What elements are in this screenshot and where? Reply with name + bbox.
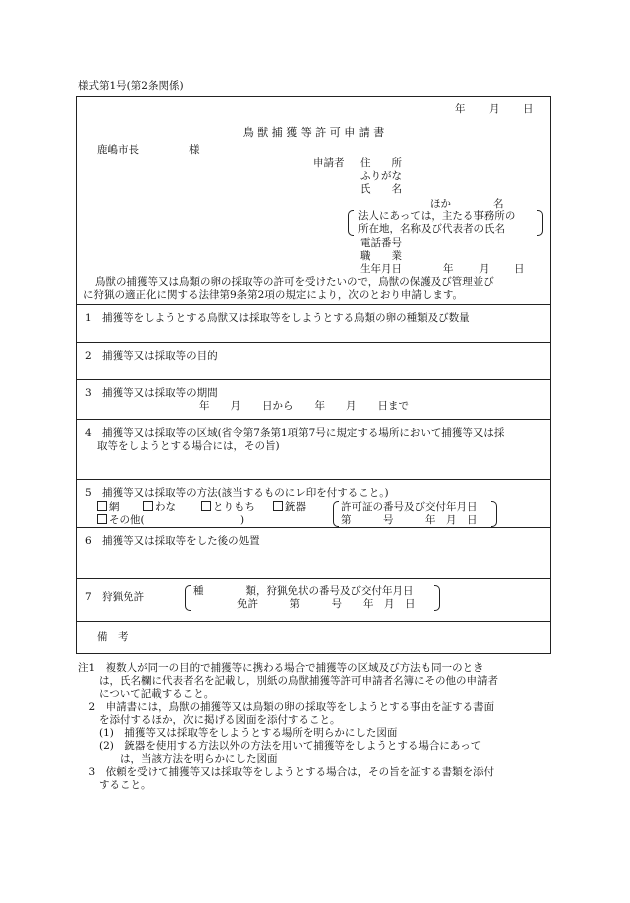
note-line: は，当該方法を明らかにした図面 xyxy=(78,753,278,765)
section-disposal-label: 6 捕獲等又は採取等をした後の処置 xyxy=(85,535,260,547)
method-other-close: ) xyxy=(240,514,245,526)
section-purpose-label: 2 捕獲等又は採取等の目的 xyxy=(85,350,218,362)
method-option-birdlime[interactable]: とりもち xyxy=(201,501,255,514)
method-option-other[interactable]: その他( xyxy=(97,514,145,527)
form-title: 鳥 獣 捕 獲 等 許 可 申 請 書 xyxy=(242,126,385,139)
section-period xyxy=(77,379,550,420)
date-year: 年 xyxy=(455,103,466,115)
date-month: 月 xyxy=(489,103,500,115)
applicant-furigana-label: ふりがな xyxy=(360,170,402,182)
applicant-birth-label: 生年月日 xyxy=(360,263,402,275)
addressee-honorific: 様 xyxy=(189,144,200,156)
statement-line-1: 鳥獣の捕獲等又は鳥類の卵の採取等の許可を受けたいので，鳥獣の保護及び管理並び xyxy=(95,276,494,288)
license-left-bracket xyxy=(185,585,191,611)
section-method xyxy=(77,479,550,528)
section-species-label: 1 捕獲等をしようとする鳥獣又は採取等をしようとする鳥類の卵の種類及び数量 xyxy=(85,312,470,324)
checkbox-trap[interactable] xyxy=(143,501,153,511)
checkbox-net[interactable] xyxy=(97,501,107,511)
birth-year: 年 xyxy=(443,263,454,275)
note-line: は，氏名欄に代表者名を記載し，別紙の鳥獣捕獲等許可申請者名簿にその他の申請者 xyxy=(78,675,498,687)
method-option-net[interactable]: 網 xyxy=(97,501,120,514)
applicant-address-label: 住 所 xyxy=(360,157,402,169)
note-line: 3 依頼を受けて捕獲等又は採取等をしようとする場合は，その旨を証する書類を添付 xyxy=(78,766,495,778)
section-license-label: 7 狩猟免許 xyxy=(85,591,145,603)
permit-number-label: 許可証の番号及び交付年月日 xyxy=(341,501,478,513)
applicant-label: 申請者 xyxy=(313,157,345,169)
checkbox-other[interactable] xyxy=(97,514,107,524)
section-purpose xyxy=(77,342,550,380)
section-area-label-2: 取等をしようとする場合には，その旨) xyxy=(97,440,280,452)
checkbox-birdlime[interactable] xyxy=(201,501,211,511)
note-line: を添付するほか，次に掲げる図面を添付すること。 xyxy=(78,714,341,726)
license-right-bracket xyxy=(434,585,440,611)
section-disposal xyxy=(77,527,550,579)
addressee-name: 鹿嶋市長 xyxy=(97,144,139,156)
license-number-line: 免許 第 号 年 月 日 xyxy=(237,598,416,610)
note-line: すること。 xyxy=(78,779,152,791)
remarks-label: 備 考 xyxy=(97,631,129,643)
permit-right-bracket xyxy=(491,501,497,527)
statement-line-2: に狩猟の適正化に関する法律第9条第2項の規定により，次のとおり申請します。 xyxy=(83,289,464,301)
permit-number-fields: 第 号 年 月 日 xyxy=(341,514,478,526)
note-line: (2) 銃器を使用する方法以外の方法を用いて捕獲等をしようとする場合にあって xyxy=(78,740,482,752)
date-day: 日 xyxy=(523,103,534,115)
section-species xyxy=(77,304,550,343)
corp-note-right-bracket xyxy=(537,210,543,236)
section-period-range: 年 月 日から 年 月 日まで xyxy=(199,400,409,412)
application-form-frame xyxy=(76,96,551,654)
birth-day: 日 xyxy=(514,263,525,275)
section-area-label-1: 4 捕獲等又は採取等の区域(省令第7条第1項第7号に規定する場所において捕獲等又は採 xyxy=(85,427,505,439)
birth-month: 月 xyxy=(479,263,490,275)
applicant-phone-label: 電話番号 xyxy=(360,237,402,249)
corp-note-left-bracket xyxy=(348,210,354,236)
section-method-label: 5 捕獲等又は採取等の方法(該当するものにレ印を付すること。) xyxy=(85,487,389,499)
method-option-firearm[interactable]: 銃器 xyxy=(273,501,306,514)
note-line: 2 申請書には，鳥獣の捕獲等又は鳥類の卵の採取等をしようとする事由を証する書面 xyxy=(78,701,495,713)
note-line: 注1 複数人が同一の目的で捕獲等に携わる場合で捕獲等の区域及び方法も同一のとき xyxy=(78,662,484,674)
applicant-occupation-label: 職 業 xyxy=(360,250,402,262)
method-option-trap[interactable]: わな xyxy=(143,501,176,514)
corp-note-line-1: 法人にあっては，主たる事務所の xyxy=(358,210,516,222)
checkbox-firearm[interactable] xyxy=(273,501,283,511)
corp-note-line-2: 所在地，名称及び代表者の氏名 xyxy=(358,223,505,235)
applicant-others-count: ほか 名 xyxy=(430,198,504,210)
section-area xyxy=(77,419,550,480)
section-period-label: 3 捕獲等又は採取等の期間 xyxy=(85,387,218,399)
section-remarks xyxy=(77,621,550,655)
form-number: 様式第1号(第2条関係) xyxy=(78,80,184,92)
note-line: (1) 捕獲等又は採取等をしようとする場所を明らかにした図面 xyxy=(78,727,398,739)
permit-left-bracket xyxy=(333,501,339,527)
note-line: について記載すること。 xyxy=(78,688,215,700)
license-type-line: 種 類，狩猟免状の番号及び交付年月日 xyxy=(193,585,414,597)
applicant-name-label: 氏 名 xyxy=(360,183,402,195)
section-license xyxy=(77,578,550,622)
